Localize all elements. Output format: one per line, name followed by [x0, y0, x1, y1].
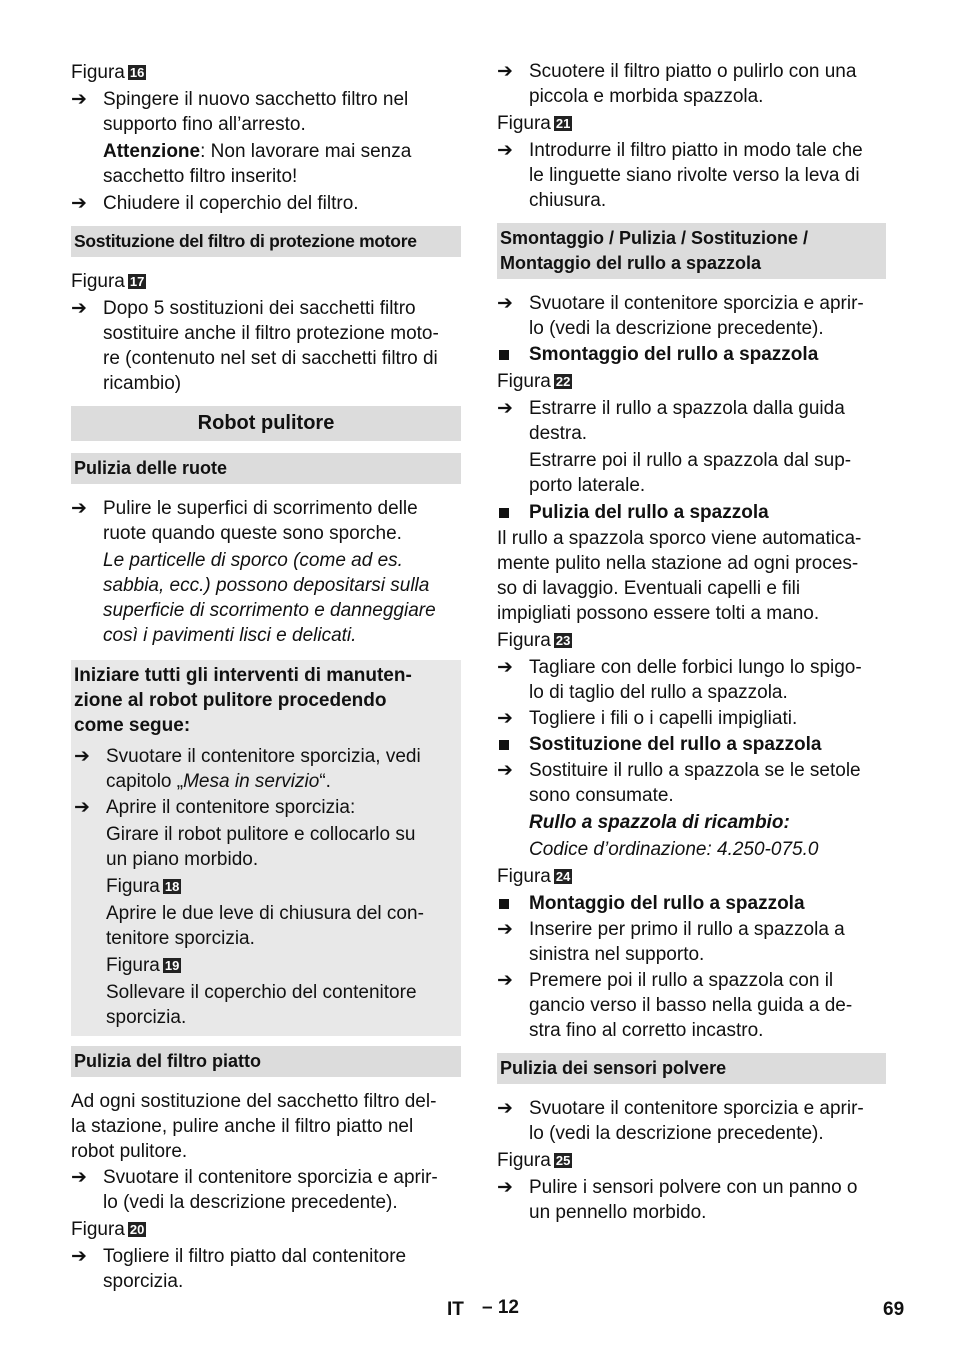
figure-number-badge: 16	[129, 65, 145, 80]
arrow-right-icon: ➔	[71, 193, 87, 214]
square-bullet-icon	[499, 350, 509, 360]
figure-number-badge: 24	[555, 869, 571, 884]
figure-ref-18: Figura 18	[106, 876, 180, 897]
subheading-cleaning: Pulizia del rullo a spazzola	[497, 500, 886, 525]
paragraph: Il rullo a spazzola sporco viene automatica- mente pulito nella stazione ad ogni proces- so di lavaggio. Eventuali capelli e fili impigliati possono essere tolti a mano.	[497, 528, 862, 624]
sub-step: Estrarre poi il rullo a spazzola dal sup- porto laterale.	[529, 450, 852, 496]
figure-number-badge: 18	[164, 879, 180, 894]
figure-ref-23: Figura 23	[497, 630, 571, 651]
instruction-item: ➔ Pulire le superfici di scorrimento delle ruote quando queste sono sporche.	[71, 498, 418, 544]
figure-number-badge: 21	[555, 116, 571, 131]
instruction-item: ➔ Dopo 5 sostituzioni dei sacchetti filtro sostituire anche il filtro protezione moto- re (contenuto nel set di sacchetti filtro di ricambio)	[71, 298, 439, 394]
arrow-right-icon: ➔	[74, 797, 90, 818]
square-bullet-icon	[499, 508, 509, 518]
sub-step: Aprire le due leve di chiusura del con- tenitore sporcizia.	[106, 903, 424, 949]
instruction-item: ➔ Scuotere il filtro piatto o pulirlo con una piccola e morbida spazzola.	[497, 61, 857, 107]
arrow-right-icon: ➔	[497, 61, 513, 82]
section-heading-brush-roller: Smontaggio / Pulizia / Sostituzione / Montaggio del rullo a spazzola	[497, 223, 886, 279]
arrow-right-icon: ➔	[71, 1246, 87, 1267]
arrow-right-icon: ➔	[497, 657, 513, 678]
sub-step: Sollevare il coperchio del contenitore sporcizia.	[106, 982, 417, 1028]
instruction-item: ➔ Inserire per primo il rullo a spazzola a sinistra nel supporto.	[497, 919, 845, 965]
attention-note: Attenzione: Non lavorare mai senza sacchetto filtro inserito!	[103, 141, 412, 187]
square-bullet-icon	[499, 740, 509, 750]
arrow-right-icon: ➔	[497, 970, 513, 991]
maintenance-box	[71, 660, 461, 1036]
figure-ref-16: Figura 16	[71, 62, 145, 83]
figure-number-badge: 23	[555, 633, 571, 648]
figure-number-badge: 19	[164, 958, 180, 973]
instruction-item: ➔ Svuotare il contenitore sporcizia e aprir- lo (vedi la descrizione precedente).	[71, 1167, 438, 1213]
instruction-item: ➔ Sostituire il rullo a spazzola se le setole sono consumate.	[497, 760, 861, 806]
instruction-item: ➔ Premere poi il rullo a spazzola con il gancio verso il basso nella guida a de- stra fino al corretto incastro.	[497, 970, 853, 1041]
section-heading-flat-filter: Pulizia del filtro piatto	[71, 1046, 461, 1077]
right-column	[497, 58, 886, 1226]
figure-ref-22: Figura 22	[497, 371, 571, 392]
instruction-item: ➔ Togliere i fili o i capelli impigliati.	[497, 708, 798, 729]
arrow-right-icon: ➔	[71, 298, 87, 319]
arrow-right-icon: ➔	[497, 708, 513, 729]
section-heading-motor-filter: Sostituzione del filtro di protezione motore	[71, 226, 461, 257]
paragraph: Ad ogni sostituzione del sacchetto filtro del- la stazione, pulire anche il filtro piatto nel robot pulitore.	[71, 1091, 437, 1162]
subheading-removal: Smontaggio del rullo a spazzola	[497, 342, 886, 367]
instruction-item: ➔ Svuotare il contenitore sporcizia e aprir- lo (vedi la descrizione precedente).	[497, 1098, 864, 1144]
box-heading: Iniziare tutti gli interventi di manuten- zione al robot pulitore procedendo come segue:	[74, 665, 412, 736]
instruction-item: ➔ Togliere il filtro piatto dal contenitore sporcizia.	[71, 1246, 407, 1292]
subheading-mounting: Montaggio del rullo a spazzola	[497, 891, 886, 916]
figure-ref-20: Figura 20	[71, 1219, 145, 1240]
arrow-right-icon: ➔	[497, 293, 513, 314]
figure-number-badge: 25	[555, 1153, 571, 1168]
italic-note: Le particelle di sporco (come ad es. sabbia, ecc.) possono depositarsi sulla superficie di scorrimento e danneggiare così i pavimenti lisci e delicati.	[103, 550, 436, 646]
chapter-heading-robot: Robot pulitore	[71, 406, 461, 441]
figure-number-badge: 22	[555, 374, 571, 389]
footer-language: IT	[447, 1299, 464, 1320]
section-heading-dust-sensors: Pulizia dei sensori polvere	[497, 1053, 886, 1084]
instruction-item: ➔ Aprire il contenitore sporcizia:	[74, 797, 356, 818]
instruction-item: ➔ Svuotare il contenitore sporcizia e aprir- lo (vedi la descrizione precedente).	[497, 293, 864, 339]
order-code: Codice d’ordinazione: 4.250-075.0	[529, 839, 819, 860]
figure-ref-19: Figura 19	[106, 955, 180, 976]
instruction-item: ➔ Estrarre il rullo a spazzola dalla guida destra.	[497, 398, 845, 444]
arrow-right-icon: ➔	[497, 760, 513, 781]
arrow-right-icon: ➔	[497, 140, 513, 161]
arrow-right-icon: ➔	[497, 398, 513, 419]
footer-section-page: – 12	[482, 1297, 519, 1318]
footer-page-number: 69	[883, 1299, 905, 1320]
arrow-right-icon: ➔	[497, 1177, 513, 1198]
instruction-item: ➔ Spingere il nuovo sacchetto filtro nel supporto fino all’arresto.	[71, 89, 409, 135]
sub-step: Girare il robot pulitore e collocarlo su un piano morbido.	[106, 824, 416, 870]
arrow-right-icon: ➔	[71, 1167, 87, 1188]
instruction-item: ➔ Svuotare il contenitore sporcizia, vedi capitolo „Mesa in servizio“.	[74, 746, 421, 792]
figure-ref-21: Figura 21	[497, 113, 571, 134]
figure-number-badge: 17	[129, 274, 145, 289]
square-bullet-icon	[499, 899, 509, 909]
arrow-right-icon: ➔	[74, 746, 90, 767]
subheading-replacement: Sostituzione del rullo a spazzola	[497, 732, 886, 757]
instruction-item: ➔ Introdurre il filtro piatto in modo tale che le linguette siano rivolte verso la leva di chiusura.	[497, 140, 863, 211]
figure-ref-24: Figura 24	[497, 866, 571, 887]
figure-ref-17: Figura 17	[71, 271, 145, 292]
figure-number-badge: 20	[129, 1222, 145, 1237]
instruction-item: ➔ Tagliare con delle forbici lungo lo spigo- lo di taglio del rullo a spazzola.	[497, 657, 862, 703]
left-column	[71, 58, 461, 1295]
arrow-right-icon: ➔	[497, 919, 513, 940]
instruction-item: ➔ Pulire i sensori polvere con un panno o un pennello morbido.	[497, 1177, 858, 1223]
figure-ref-25: Figura 25	[497, 1150, 571, 1171]
arrow-right-icon: ➔	[71, 89, 87, 110]
section-heading-wheels: Pulizia delle ruote	[71, 453, 461, 484]
spare-part-label: Rullo a spazzola di ricambio:	[529, 812, 790, 833]
arrow-right-icon: ➔	[497, 1098, 513, 1119]
arrow-right-icon: ➔	[71, 498, 87, 519]
instruction-item: ➔ Chiudere il coperchio del filtro.	[71, 193, 359, 214]
